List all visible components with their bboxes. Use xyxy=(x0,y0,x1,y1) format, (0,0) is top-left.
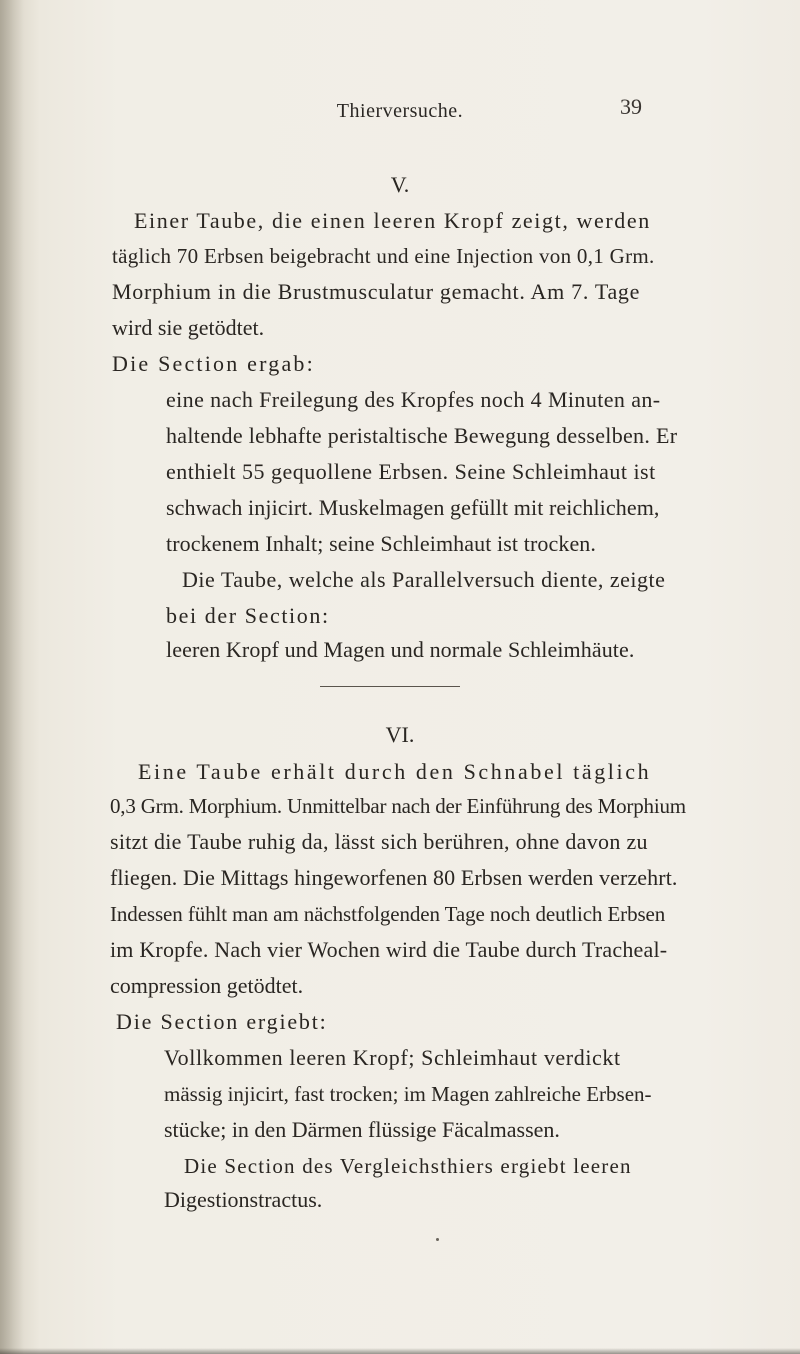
section-v-line-3: Morphium in die Brustmusculatur gemacht. Am 7. Tage xyxy=(112,279,641,304)
binding-shadow xyxy=(0,0,24,1354)
section-v-line-9: schwach injicirt. Muskelmagen gefüllt mit reichlichem, xyxy=(166,495,660,520)
section-vi-line-13: Digestionstractus. xyxy=(164,1187,323,1212)
section-v-line-6: eine nach Freilegung des Kropfes noch 4 Minuten an- xyxy=(166,387,661,412)
section-vi-line-6: im Kropfe. Nach vier Wochen wird die Taube durch Tracheal- xyxy=(110,937,668,962)
section-v-line-7: haltende lebhafte peristaltische Bewegung desselben. Er xyxy=(166,423,678,448)
section-v-line-11: Die Taube, welche als Parallelversuch diente, zeigte xyxy=(182,567,666,592)
section-vi-line-1: Eine Taube erhält durch den Schnabel täglich xyxy=(138,759,652,784)
section-vi-line-12: Die Section des Vergleichsthiers ergiebt leeren xyxy=(184,1154,632,1178)
running-title: Thierversuche. xyxy=(336,100,464,122)
section-separator xyxy=(320,686,460,687)
section-v-line-10: trockenem Inhalt; seine Schleimhaut ist trocken. xyxy=(166,531,597,556)
section-vi-line-2: 0,3 Grm. Morphium. Unmittelbar nach der Einführung des Morphium xyxy=(110,794,686,818)
section-v-line-4: wird sie getödtet. xyxy=(112,315,265,340)
section-vi-line-4: fliegen. Die Mittags hingeworfenen 80 Erbsen werden verzehrt. xyxy=(110,865,678,890)
section-vi-line-5: Indessen fühlt man am nächstfolgenden Tage noch deutlich Erbsen xyxy=(110,902,666,926)
section-v-heading: V. xyxy=(390,172,410,197)
page-number: 39 xyxy=(620,94,642,119)
page-bottom-shadow xyxy=(0,1348,800,1354)
section-vi-line-11: stücke; in den Därmen flüssige Fäcalmassen. xyxy=(164,1117,560,1142)
section-vi-line-7: compression getödtet. xyxy=(110,973,304,998)
section-v-line-5: Die Section ergab: xyxy=(112,351,315,376)
section-vi-line-3: sitzt die Taube ruhig da, lässt sich berühren, ohne davon zu xyxy=(110,829,648,854)
print-speck xyxy=(436,1238,439,1241)
section-vi-line-8: Die Section ergiebt: xyxy=(116,1009,328,1034)
section-v-line-12: bei der Section: xyxy=(166,603,330,628)
section-vi-line-9: Vollkommen leeren Kropf; Schleimhaut verdickt xyxy=(164,1045,621,1070)
section-v-line-1: Einer Taube, die einen leeren Kropf zeigt, werden xyxy=(134,208,651,233)
section-v-line-8: enthielt 55 gequollene Erbsen. Seine Schleimhaut ist xyxy=(166,459,656,484)
section-vi-heading: VI. xyxy=(385,722,415,747)
section-v-line-13: leeren Kropf und Magen und normale Schleimhäute. xyxy=(166,637,635,662)
section-vi-line-10: mässig injicirt, fast trocken; im Magen zahlreiche Erbsen- xyxy=(164,1082,652,1106)
section-v-line-2: täglich 70 Erbsen beigebracht und eine Injection von 0,1 Grm. xyxy=(112,244,655,268)
